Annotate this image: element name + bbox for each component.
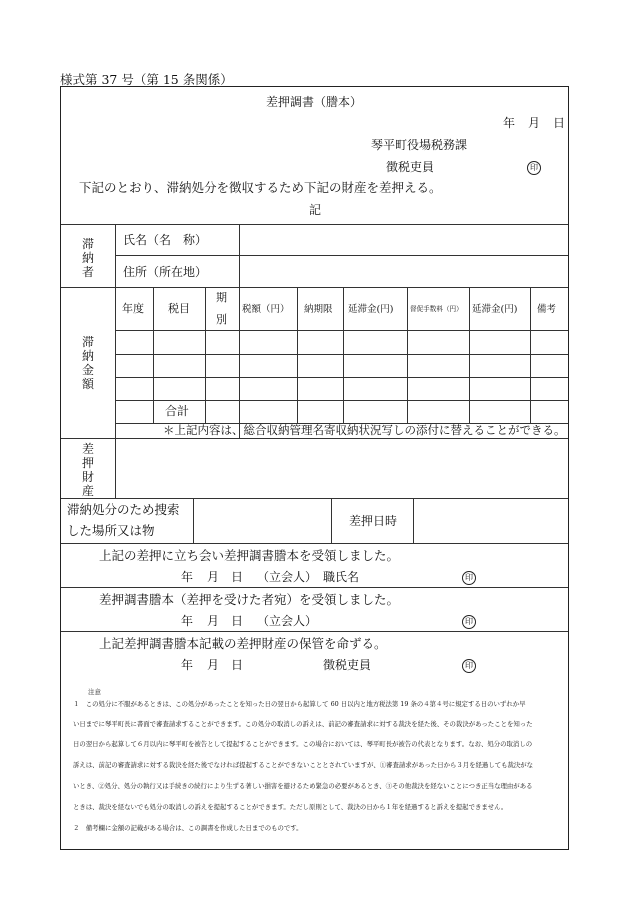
note-line: 訴えは、前記の審査請求に対する裁決を経た後でなければ提起することができないこととされていますが、①審査請求があった日から３月を経過しても裁決がな [73,761,534,769]
search-place-label-1: 滞納処分のため捜索 [67,502,180,517]
custody-month: 月 [207,658,220,672]
grid-line [115,377,568,378]
grid-line [115,255,568,256]
form-number: 様式第 37 号（第 15 条関係） [60,72,233,87]
receipt-month: 月 [207,614,220,628]
attach-note: ＊上記内容は、総合収納管理名寄収納状況写しの添付に替えることができる。 [163,423,566,437]
form-title: 差押調書（謄本） [266,95,363,109]
grid-line [61,287,568,288]
seizure-datetime-label: 差押日時 [349,514,398,528]
col-period-2: 別 [216,313,227,326]
col-remarks: 備考 [537,304,557,315]
grid-line [115,224,116,498]
grid-line [61,543,568,544]
witness-seal: 印 [462,569,476,585]
witness-year: 年 [181,570,194,584]
custody-text: 上記差押調書謄本記載の差押財産の保管を命ずる。 [99,636,387,651]
seal-mark: 印 [527,159,541,175]
note-line: いとき、②処分、処分の執行又は手続きの続行により生ずる著しい損害を避けるため緊急の必要があるとき、③その他裁決を経ないことにつき正当な理由がある [73,782,533,790]
col-tax-amount: 税額（円） [242,304,290,315]
grid-line [343,287,344,423]
witness-text: 上記の差押に立ち会い差押調書謄本を受領しました。 [99,548,400,563]
date-month-label: 月 [528,116,541,130]
grid-line [61,498,568,499]
grid-line [413,498,414,543]
grid-line [61,587,568,588]
name-label: 氏名（名 称） [123,233,208,247]
grid-line [205,287,206,423]
col-year: 年度 [122,302,144,315]
col-period-1: 期 [216,291,227,304]
receipt-text: 差押調書謄本（差押を受けた者宛）を受領しました。 [99,592,400,607]
note-line: い日までに琴平町長に書面で審査請求することができます。この処分の取消しの訴えは、前記の審査請求に対する裁決を経た後、その裁決があったことを知った [73,720,533,728]
col-overdue-fee: 督促手数料（円） [410,305,463,313]
grid-line [331,498,332,543]
witness-day: 日 [231,570,244,584]
grid-line [239,224,240,287]
grid-line [469,287,470,423]
grid-line [61,438,568,439]
form-frame [60,86,569,850]
notes-label: 注意 [88,688,101,696]
witness-month: 月 [207,570,220,584]
address-label: 住所（所在地） [123,265,208,279]
delinquent-label: 滞納者 [81,237,94,279]
receipt-day: 日 [231,614,244,628]
receipt-seal: 印 [462,613,476,629]
custody-role: 徴税吏員 [323,658,372,672]
note-line: 日の翌日から起算して６月以内に琴平町を被告として提起することができます。この場合においては、琴平町長が被告の代表となります。なお、処分の取消しの [73,740,533,748]
col-late-fee-2: 延滞金(円) [472,304,518,315]
grid-line [297,287,298,423]
grid-line [115,330,568,331]
ki-label: 記 [309,203,322,217]
note-line: ２ 備考欄に金額の記載がある場合は、この調書を作成した日までのものです。 [73,824,303,832]
note-line: １ この処分に不服があるときは、この処分があったことを知った日の翌日から起算して 60 日以内と地方税法第 19 条の４第４号に規定する日のいずれか早 [73,700,526,708]
amount-label: 滞納金額 [81,335,94,391]
col-tax-item: 税目 [168,302,190,315]
date-year-label: 年 [503,116,516,130]
custody-year: 年 [181,658,194,672]
seized-property-label: 差押財産 [81,442,94,498]
col-late-fee: 延滞金(円) [348,304,394,315]
receipt-role: （立会人） [257,614,318,628]
grid-line [153,287,154,423]
date-day-label: 日 [553,116,566,130]
witness-role: （立会人） [257,570,318,584]
grid-line [115,400,568,401]
witness-title: 職氏名 [323,570,360,584]
grid-line [115,354,568,355]
note-line: ときは、裁決を経ないでも処分の取消しの訴えを提起することができます。ただし原則として、裁決の日から１年を経過すると訴えを提起できません。 [73,803,508,811]
collector-label: 徴税吏員 [386,160,435,174]
grid-line [239,287,240,438]
office-name: 琴平町役場税務課 [371,138,468,152]
receipt-year: 年 [181,614,194,628]
intro-text: 下記のとおり、滞納処分を徴収するため下記の財産を差押える。 [79,180,442,195]
search-place-label-2: した場所又は物 [67,523,155,538]
grid-line [530,287,531,423]
custody-seal: 印 [462,657,476,673]
grid-line [61,631,568,632]
total-label: 合計 [165,404,190,418]
grid-line [61,224,568,225]
col-due-date: 納期限 [304,304,333,315]
custody-day: 日 [231,658,244,672]
grid-line [407,287,408,423]
grid-line [193,498,194,543]
